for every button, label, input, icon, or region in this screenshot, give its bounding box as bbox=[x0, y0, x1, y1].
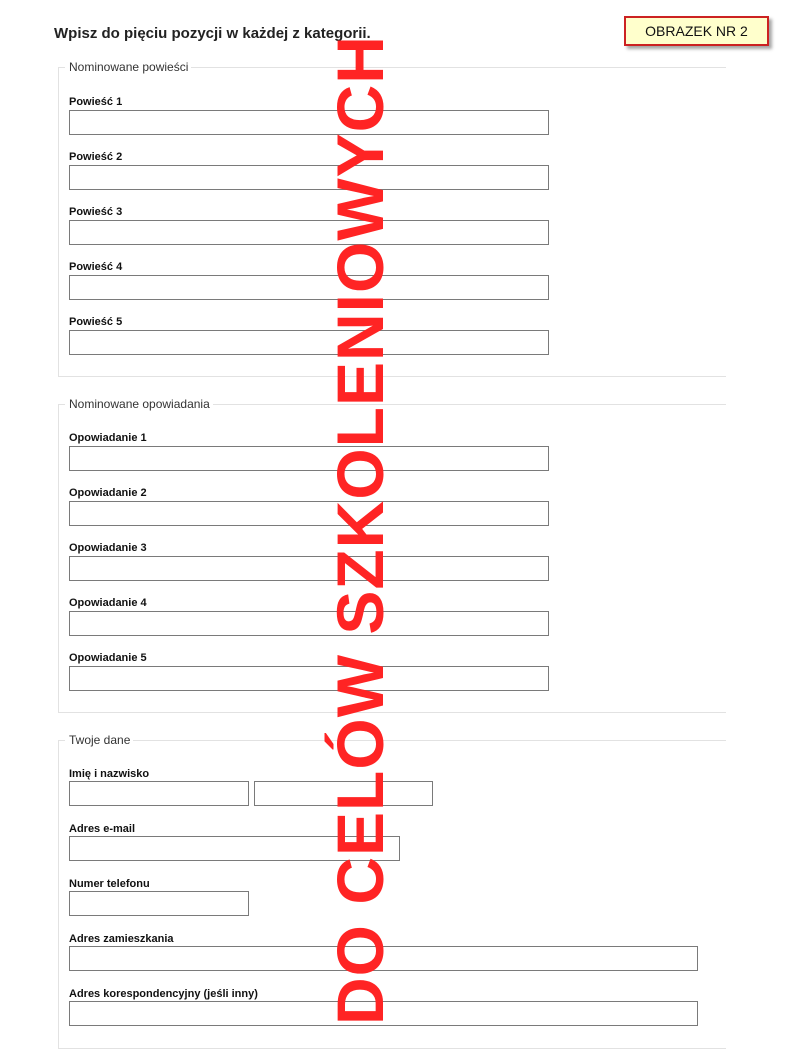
watermark-text: DO CELÓW SZKOLENIOWYCH bbox=[323, 35, 397, 1025]
novel-1-input[interactable] bbox=[69, 110, 549, 135]
novel-2-input[interactable] bbox=[69, 165, 549, 190]
novel-3-input[interactable] bbox=[69, 220, 549, 245]
story-2-input[interactable] bbox=[69, 501, 549, 526]
story-4-label: Opowiadanie 4 bbox=[69, 597, 147, 609]
story-4-input[interactable] bbox=[69, 611, 549, 636]
email-label: Adres e-mail bbox=[69, 823, 136, 835]
story-5-input[interactable] bbox=[69, 666, 549, 691]
novel-4-label: Powieść 4 bbox=[69, 261, 123, 273]
first-name-input[interactable] bbox=[69, 781, 249, 806]
novels-legend: Nominowane powieści bbox=[65, 60, 191, 75]
phone-label: Numer telefonu bbox=[69, 878, 150, 890]
story-3-label: Opowiadanie 3 bbox=[69, 542, 147, 554]
story-3-input[interactable] bbox=[69, 556, 549, 581]
novel-5-label: Powieść 5 bbox=[69, 316, 123, 328]
novel-1-label: Powieść 1 bbox=[69, 96, 123, 108]
personal-legend: Twoje dane bbox=[65, 733, 133, 748]
stories-legend: Nominowane opowiadania bbox=[65, 397, 213, 412]
novel-3-label: Powieść 3 bbox=[69, 206, 123, 218]
story-1-input[interactable] bbox=[69, 446, 549, 471]
name-label: Imię i nazwisko bbox=[69, 768, 150, 780]
mailing-address-label: Adres korespondencyjny (jeśli inny) bbox=[69, 988, 258, 1000]
story-2-label: Opowiadanie 2 bbox=[69, 487, 147, 499]
novel-5-input[interactable] bbox=[69, 330, 549, 355]
address-label: Adres zamieszkania bbox=[69, 933, 174, 945]
phone-input[interactable] bbox=[69, 891, 249, 916]
story-5-label: Opowiadanie 5 bbox=[69, 652, 147, 664]
story-1-label: Opowiadanie 1 bbox=[69, 432, 147, 444]
novel-4-input[interactable] bbox=[69, 275, 549, 300]
novel-2-label: Powieść 2 bbox=[69, 151, 123, 163]
page-title: Wpisz do pięciu pozycji w każdej z kategorii. bbox=[54, 25, 371, 42]
image-number-badge: OBRAZEK NR 2 bbox=[624, 16, 769, 46]
